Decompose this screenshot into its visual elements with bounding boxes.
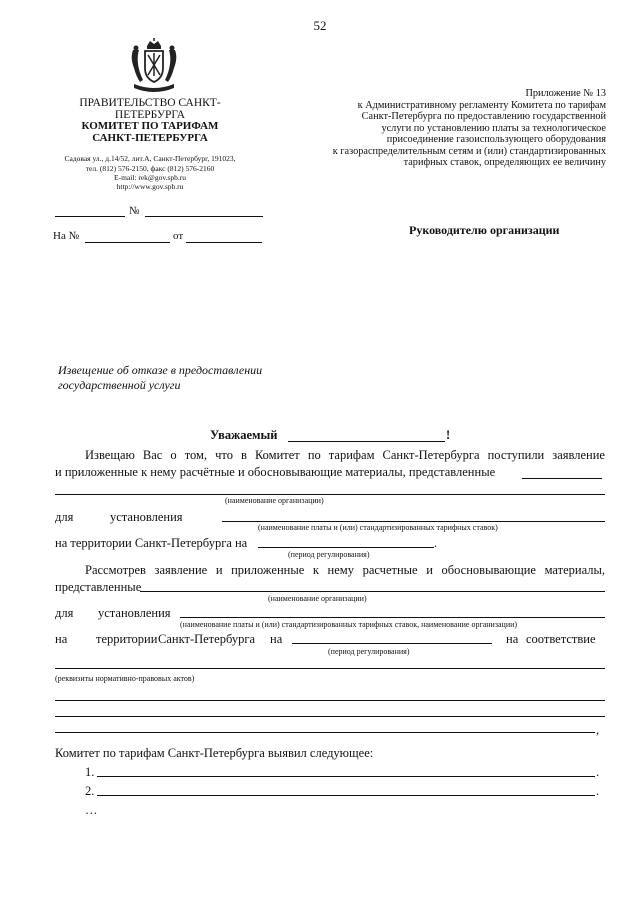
committee-email: E-mail: rek@gov.spb.ru bbox=[113, 173, 187, 182]
findings-ellipsis: … bbox=[85, 803, 98, 817]
appendix-line: услуги по установлению платы за технологическое bbox=[381, 122, 606, 134]
finding-end: . bbox=[596, 765, 600, 779]
caption-fee-2: (наименование платы и (или) стандартизированных тарифных ставок, наименование организации) bbox=[180, 620, 518, 629]
caption-period-2: (период регулирования) bbox=[328, 647, 410, 656]
caption-acts: (реквизиты нормативно-правовых актов) bbox=[55, 674, 195, 683]
for-label: для bbox=[55, 510, 74, 524]
appendix-line: Приложение № 13 bbox=[525, 88, 606, 99]
appendix-line: к Административному регламенту Комитета по тарифам bbox=[357, 99, 606, 111]
caption-organization-2: (наименование организации) bbox=[268, 594, 367, 603]
appendix-line: присоединение газоиспользующего оборудования bbox=[386, 134, 606, 145]
territory2-na2: на bbox=[270, 632, 283, 646]
paragraph1-line2: и приложенные к нему расчётные и обосновывающие материалы, представленные bbox=[55, 465, 496, 479]
paragraph1-line1: Извещаю Вас о том, что в Комитет по тарифам Санкт-Петербурга поступили заявление bbox=[85, 448, 605, 462]
committee-name-line2: САНКТ-ПЕТЕРБУРГА bbox=[92, 132, 208, 144]
reference-date-field bbox=[186, 242, 262, 243]
appendix-line: Санкт-Петербурга по предоставлению государственной bbox=[361, 111, 606, 122]
caption-organization: (наименование организации) bbox=[225, 496, 324, 505]
reference-date-label: от bbox=[173, 230, 184, 242]
committee-name-line1: КОМИТЕТ ПО ТАРИФАМ bbox=[81, 120, 219, 132]
applicant-org-field-2 bbox=[55, 494, 605, 495]
for-label-2: для bbox=[55, 606, 74, 620]
coat-of-arms-emblem bbox=[128, 38, 180, 94]
territory2-ter: территории bbox=[96, 632, 158, 646]
finding-end: . bbox=[596, 784, 600, 798]
territory-label: на территории Санкт-Петербурга на bbox=[55, 536, 248, 550]
establishment-label-2: установления bbox=[98, 606, 171, 620]
paragraph2-line2: представленные bbox=[55, 580, 142, 594]
recipient: Руководителю организации bbox=[409, 223, 560, 237]
acts-line-4 bbox=[55, 732, 595, 733]
acts-line-3 bbox=[55, 716, 605, 717]
appendix-line: тарифных ставок, определяющих ее величину bbox=[403, 157, 606, 168]
committee-address: Садовая ул., д.14/52, лит.А, Санкт-Петербург, 191023, bbox=[64, 154, 236, 163]
caption-fee: (наименование платы и (или) стандартизированных тарифных ставок) bbox=[258, 523, 498, 532]
salutation: Уважаемый bbox=[210, 428, 278, 442]
fee-name-field-2 bbox=[180, 617, 605, 618]
territory2-na: на bbox=[55, 632, 68, 646]
reference-number-label: На № bbox=[53, 230, 80, 242]
establishment-label: установления bbox=[110, 510, 183, 524]
territory2-city: Санкт-Петербурга bbox=[158, 632, 256, 646]
page-number: 52 bbox=[313, 18, 327, 33]
committee-website: http://www.gov.spb.ru bbox=[116, 182, 184, 191]
paragraph2-line1: Рассмотрев заявление и приложенные к нему расчетные и обосновывающие материалы, bbox=[85, 563, 605, 577]
applicant-org-field bbox=[522, 478, 602, 479]
outgoing-number-field bbox=[145, 216, 263, 217]
addressee-name-field bbox=[288, 441, 445, 442]
period-field-2 bbox=[292, 643, 492, 644]
outgoing-date-field bbox=[55, 216, 125, 217]
acts-line-1 bbox=[55, 668, 605, 669]
caption-period: (период регулирования) bbox=[288, 550, 370, 559]
acts-end: , bbox=[596, 723, 600, 737]
outgoing-number-label: № bbox=[129, 205, 140, 217]
appendix-block bbox=[300, 88, 606, 169]
finding-number: 1. bbox=[85, 765, 95, 779]
salutation-end: ! bbox=[446, 428, 451, 442]
applicant-org-field-3 bbox=[140, 591, 605, 592]
finding-line-1 bbox=[97, 776, 595, 777]
fee-name-field bbox=[222, 521, 605, 522]
government-name: ПРАВИТЕЛЬСТВО САНКТ-ПЕТЕРБУРГА bbox=[79, 97, 221, 121]
notice-title-line2: государственной услуги bbox=[58, 378, 181, 392]
notice-title-line1: Извещение об отказе в предоставлении bbox=[58, 363, 263, 377]
appendix-line: к газораспределительным сетям и (или) стандартизированных bbox=[332, 145, 606, 157]
committee-phone: тел. (812) 576-2150, факс (812) 576-2160 bbox=[85, 164, 215, 173]
reference-number-field bbox=[85, 242, 170, 243]
territory-end: . bbox=[434, 536, 438, 550]
territory2-end: соответствие bbox=[526, 632, 596, 646]
finding-line-2 bbox=[97, 795, 595, 796]
finding-number: 2. bbox=[85, 784, 95, 798]
acts-line-2 bbox=[55, 700, 605, 701]
territory2-na3: на bbox=[506, 632, 519, 646]
findings-intro: Комитет по тарифам Санкт-Петербурга выявил следующее: bbox=[55, 746, 374, 760]
period-field bbox=[258, 547, 434, 548]
